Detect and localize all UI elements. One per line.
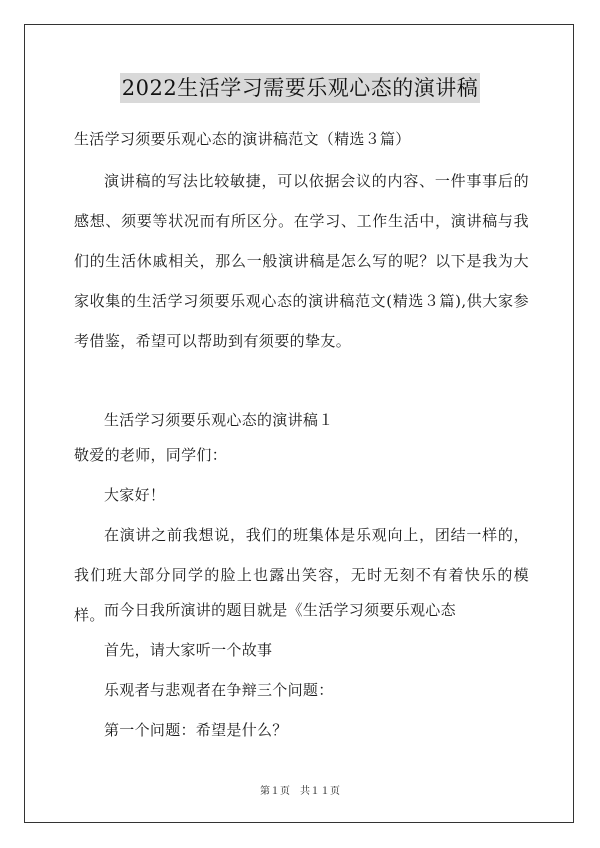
document-subtitle: 生活学习须要乐观心态的演讲稿范文（精选３篇）: [74, 130, 411, 148]
document-title-wrapper: [0, 73, 600, 103]
document-title: 2022生活学习需要乐观心态的演讲稿: [120, 73, 480, 103]
body-paragraph-3: 首先，请大家听一个故事: [104, 641, 273, 659]
salutation: 敬爱的老师，同学们：: [74, 446, 228, 464]
page-footer: 第１页 共１１页: [260, 786, 340, 797]
intro-paragraph: [74, 161, 529, 361]
intro-text: 演讲稿的写法比较敏捷，可以依据会议的内容、一件事事后的感想、须要等状况而有所区分。在学习、工作生活中，演讲稿与我们的生活休戚相关，那么一般演讲稿是怎么写的呢？以下是我为大家收集的生活学习须要乐观心态的演讲稿范文(精选３篇),供大家参考借鉴，希望可以帮助到有须要的挚友。: [74, 172, 529, 350]
body-paragraph-2: 而今日我所演讲的题目就是《生活学习须要乐观心态: [104, 601, 456, 619]
body-paragraph-1-text: 在演讲之前我想说，我们的班集体是乐观向上，团结一样的，我们班大部分同学的脸上也露出笑容，无时无刻不有着快乐的模样。: [74, 526, 529, 624]
body-paragraph-5: 第一个问题：希望是什么？: [104, 721, 288, 739]
body-paragraph-4: 乐观者与悲观者在争辩三个问题：: [104, 681, 334, 699]
section-heading: 生活学习须要乐观心态的演讲稿１: [104, 411, 334, 429]
greeting: 大家好！: [104, 486, 166, 504]
